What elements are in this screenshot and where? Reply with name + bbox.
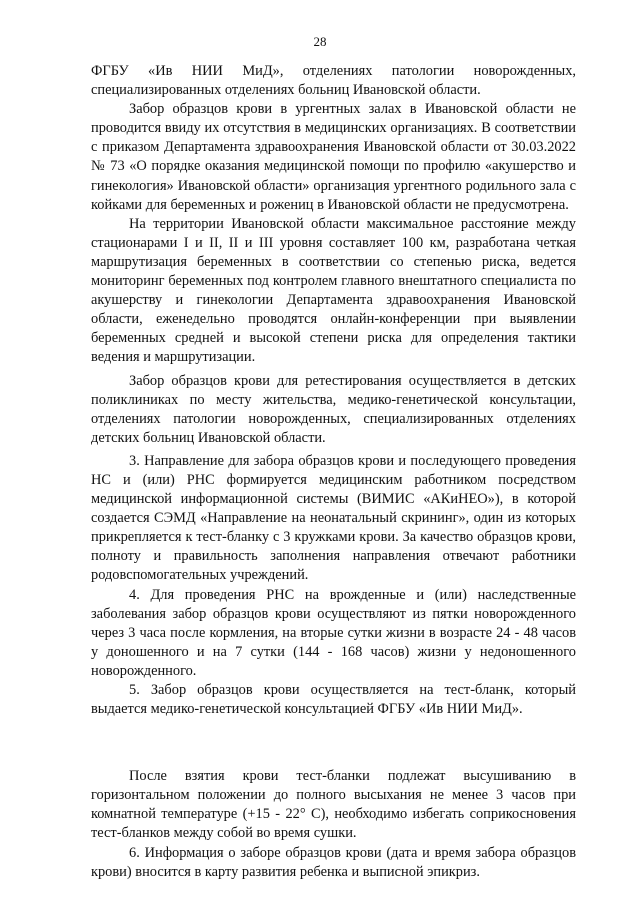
page-number: 28 [313,34,327,49]
paragraph-continuation: ФГБУ «Ив НИИ МиД», отделениях патологии новорожденных, специализированных отделениях больниц Ивановской области. [91,63,576,99]
paragraph-item-3: 3. Направление для забора образцов крови и последующего проведения НС и (или) РНС формируется медицинским работником посредством медицинской информационной системы (ВИМИС «АКиНЕО»), в которой создается СЭМД «Направление на неонатальный скрининг», один из которых прикрепляется к тест-бланку с 3 кружками крови. За качество образцов крови, полноту и правильность заполнения направления отвечают работники родовспомогательных учреждений. [91,452,576,584]
document-body [91,62,576,882]
paragraph-urgent-halls: Забор образцов крови в ургентных залах в Ивановской области не проводится ввиду их отсутствия в медицинских организациях. В соответствии с приказом Департамента здравоохранения Ивановской области от 30.03.2022 № 73 «О порядке оказания медицинской помощи по профилю «акушерство и гинекология» Ивановской области» организация ургентного родильного зала с койками для беременных и рожениц в Ивановской области не предусмотрена. [91,101,576,213]
paragraph-item-5: 5. Забор образцов крови осуществляется на тест-бланк, который выдается медико-генетической консультацией ФГБУ «Ив НИИ МиД». [91,682,576,718]
paragraph-drying: После взятия крови тест-бланки подлежат высушиванию в горизонтальном положении до полного высыхания не менее 3 часов при комнатной температуре (+15 - 22° С), необходимо избегать соприкосновения тест-бланков между собой во время сушки. [91,768,576,842]
paragraph-item-6: 6. Информация о заборе образцов крови (дата и время забора образцов крови) вносится в карту развития ребенка и выписной эпикриз. [91,844,576,880]
paragraph-item-4: 4. Для проведения РНС на врожденные и (или) наследственные заболевания забор образцов крови осуществляют из пятки новорожденного через 3 часа после кормления, на вторые сутки жизни в возрасте 24 - 48 часов у доношенного и на 7 сутки (144 - 168 часов) жизни у недоношенного новорожденного. [91,586,576,679]
paragraph-retesting: Забор образцов крови для ретестирования осуществляется в детских поликлиниках по месту жительства, медико-генетической консультации, отделениях патологии новорожденных, специализированных отделениях детских больниц Ивановской области. [91,372,576,446]
paragraph-routing: На территории Ивановской области максимальное расстояние между стационарами I и II, II и III уровня составляет 100 км, разработана четкая маршрутизация беременных в соответствии со степенью риска, ведется мониторинг беременных под контролем главного внештатного специалиста по акушерству и гинекологии Департамента здравоохранения Ивановской области, еженедельно проводятся онлайн-конференции при выявлении беременных средней и высокой степени риска для определения тактики ведения и маршрутизации. [91,215,576,366]
